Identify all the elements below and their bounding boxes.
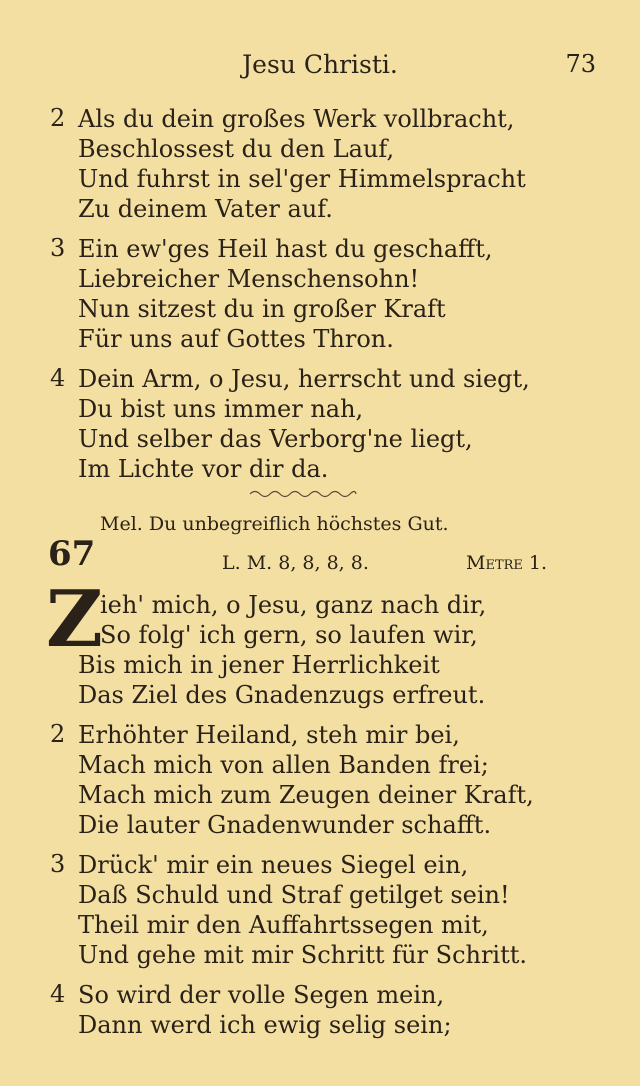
melody-line: Mel. Du unbegreiflich höchstes Gut.	[100, 513, 449, 535]
verse-line: Dein Arm, o Jesu, herrscht und siegt,	[78, 365, 530, 393]
verse-line: Du bist uns immer nah,	[78, 395, 364, 423]
running-header	[0, 50, 640, 90]
verse-number: 4	[50, 980, 66, 1008]
verse-number: 3	[50, 234, 66, 262]
verse-line: Liebreicher Menschensohn!	[78, 265, 420, 293]
verse-number: 4	[50, 364, 66, 392]
verse-line: Drück' mir ein neues Siegel ein,	[78, 851, 469, 879]
verse-line: Nun sitzest du in großer Kraft	[78, 295, 446, 323]
verse-line: So wird der volle Segen mein,	[78, 981, 445, 1009]
verse-line: Das Ziel des Gnadenzugs erfreut.	[78, 681, 486, 709]
verse-line: Im Lichte vor dir da.	[78, 455, 329, 483]
verse-line: Und selber das Verborg'ne liegt,	[78, 425, 473, 453]
page-number: 73	[565, 50, 596, 78]
verse-line: Und fuhrst in sel'ger Himmelspracht	[78, 165, 526, 193]
running-title: Jesu Christi.	[242, 50, 398, 79]
verse-number: 2	[50, 104, 66, 132]
verse-number: 3	[50, 850, 66, 878]
divider-ornament	[248, 488, 358, 500]
verse-line: Mach mich von allen Banden frei;	[78, 751, 489, 779]
verse-line: Erhöhter Heiland, steh mir bei,	[78, 721, 460, 749]
verse-number: 2	[50, 720, 66, 748]
meter-label: L. M. 8, 8, 8, 8.	[222, 552, 369, 574]
metre-label: Metre 1.	[466, 552, 548, 574]
verse-line: So folg' ich gern, so laufen wir,	[100, 621, 478, 649]
verse-line: Daß Schuld und Straf getilget sein!	[78, 881, 510, 909]
verse-line: Dann werd ich ewig selig sein;	[78, 1011, 452, 1039]
verse-line: Als du dein großes Werk vollbracht,	[78, 105, 515, 133]
verse-line: Die lauter Gnadenwunder schafft.	[78, 811, 492, 839]
hymn-number: 67	[48, 534, 96, 574]
verse-line: Mach mich zum Zeugen deiner Kraft,	[78, 781, 534, 809]
verse-line: Theil mir den Auffahrtssegen mit,	[78, 911, 489, 939]
verse-line: Beschlossest du den Lauf,	[78, 135, 395, 163]
drop-cap: Z	[46, 574, 103, 665]
verse-line: Für uns auf Gottes Thron.	[78, 325, 394, 353]
verse-line: Zu deinem Vater auf.	[78, 195, 333, 223]
verse-line: Bis mich in jener Herrlichkeit	[78, 651, 440, 679]
verse-line: ieh' mich, o Jesu, ganz nach dir,	[100, 591, 487, 619]
verse-line: Ein ew'ges Heil hast du geschafft,	[78, 235, 493, 263]
verse-line: Und gehe mit mir Schritt für Schritt.	[78, 941, 528, 969]
